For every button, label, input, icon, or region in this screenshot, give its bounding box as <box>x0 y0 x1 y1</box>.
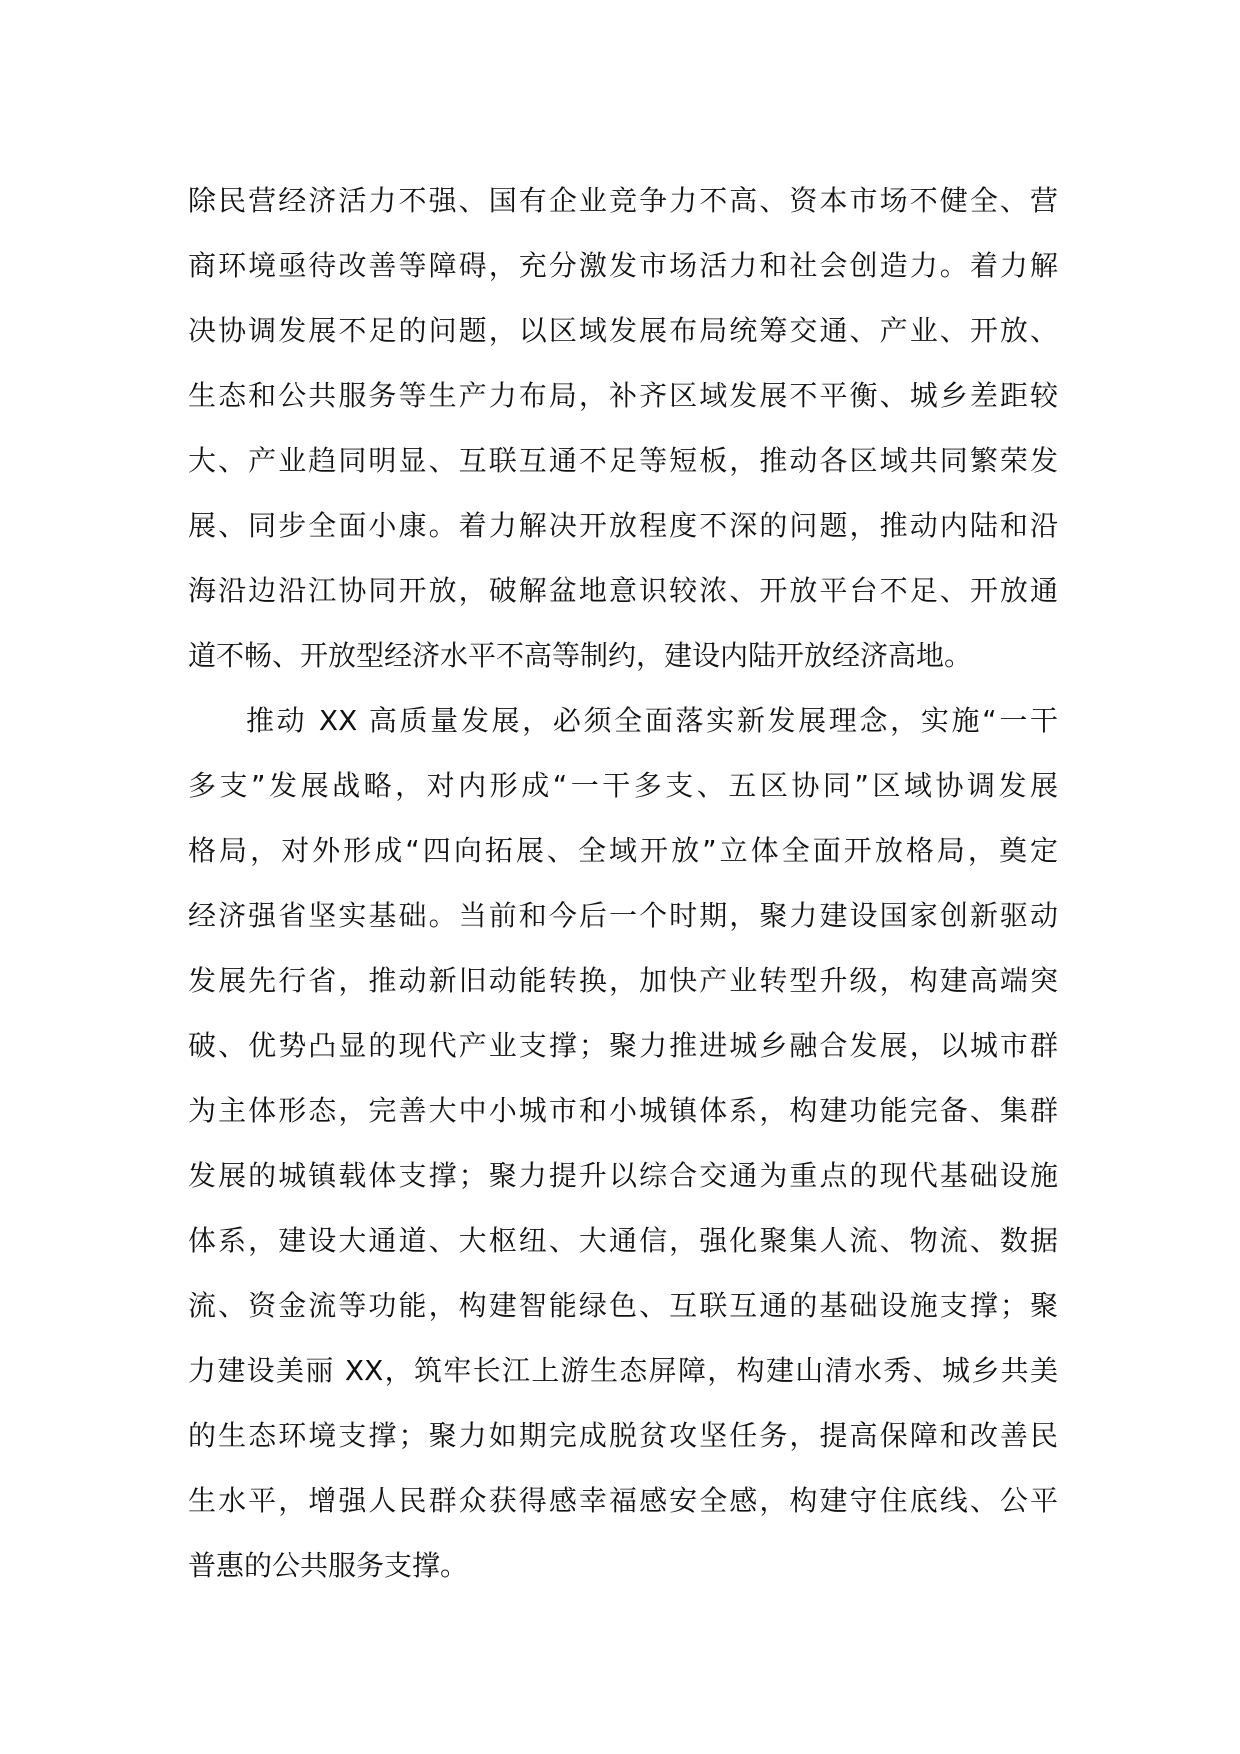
paragraph-2-line-12: 的生态环境支撑；聚力如期完成脱贫攻坚任务，提高保障和改善民 <box>188 1419 1058 1452</box>
paragraph-1-line-7: 海沿边沿江协同开放，破解盆地意识较浓、开放平台不足、开放通 <box>188 574 1058 607</box>
paragraph-2-line-4: 经济强省坚实基础。当前和今后一个时期，聚力建设国家创新驱动 <box>188 899 1058 932</box>
paragraph-2-line-8: 发展的城镇载体支撑；聚力提升以综合交通为重点的现代基础设施 <box>188 1159 1058 1192</box>
paragraph-1-line-8: 道不畅、开放型经济水平不高等制约，建设内陆开放经济高地。 <box>188 639 973 672</box>
paragraph-1-line-2: 商环境亟待改善等障碍，充分激发市场活力和社会创造力。着力解 <box>188 249 1058 282</box>
paragraph-2-line-5: 发展先行省，推动新旧动能转换，加快产业转型升级，构建高端突 <box>188 964 1058 997</box>
paragraph-2-line-1: 推动 XX 高质量发展，必须全面落实新发展理念，实施“一干 <box>246 704 1058 737</box>
paragraph-1-line-5: 大、产业趋同明显、互联互通不足等短板，推动各区域共同繁荣发 <box>188 444 1058 477</box>
paragraph-1-line-4: 生态和公共服务等生产力布局，补齐区域发展不平衡、城乡差距较 <box>188 379 1058 412</box>
body-text <box>188 168 1058 1598</box>
paragraph-1-line-3: 决协调发展不足的问题，以区域发展布局统筹交通、产业、开放、 <box>188 314 1058 347</box>
paragraph-2-line-7: 为主体形态，完善大中小城市和小城镇体系，构建功能完备、集群 <box>188 1094 1058 1127</box>
paragraph-2-line-10: 流、资金流等功能，构建智能绿色、互联互通的基础设施支撑；聚 <box>188 1289 1058 1322</box>
paragraph-1-line-6: 展、同步全面小康。着力解决开放程度不深的问题，推动内陆和沿 <box>188 509 1058 542</box>
paragraph-2-line-11: 力建设美丽 XX，筑牢长江上游生态屏障，构建山清水秀、城乡共美 <box>188 1354 1058 1387</box>
paragraph-2-line-3: 格局，对外形成“四向拓展、全域开放”立体全面开放格局，奠定 <box>188 834 1058 867</box>
paragraph-2-line-2: 多支”发展战略，对内形成“一干多支、五区协同”区域协调发展 <box>188 769 1058 802</box>
paragraph-2-line-9: 体系，建设大通道、大枢纽、大通信，强化聚集人流、物流、数据 <box>188 1224 1058 1257</box>
paragraph-2-line-14: 普惠的公共服务支撑。 <box>188 1549 469 1582</box>
paragraph-1-line-1: 除民营经济活力不强、国有企业竞争力不高、资本市场不健全、营 <box>188 184 1058 217</box>
paragraph-2-line-13: 生水平，增强人民群众获得感幸福感安全感，构建守住底线、公平 <box>188 1484 1058 1517</box>
paragraph-2-line-6: 破、优势凸显的现代产业支撑；聚力推进城乡融合发展，以城市群 <box>188 1029 1058 1062</box>
